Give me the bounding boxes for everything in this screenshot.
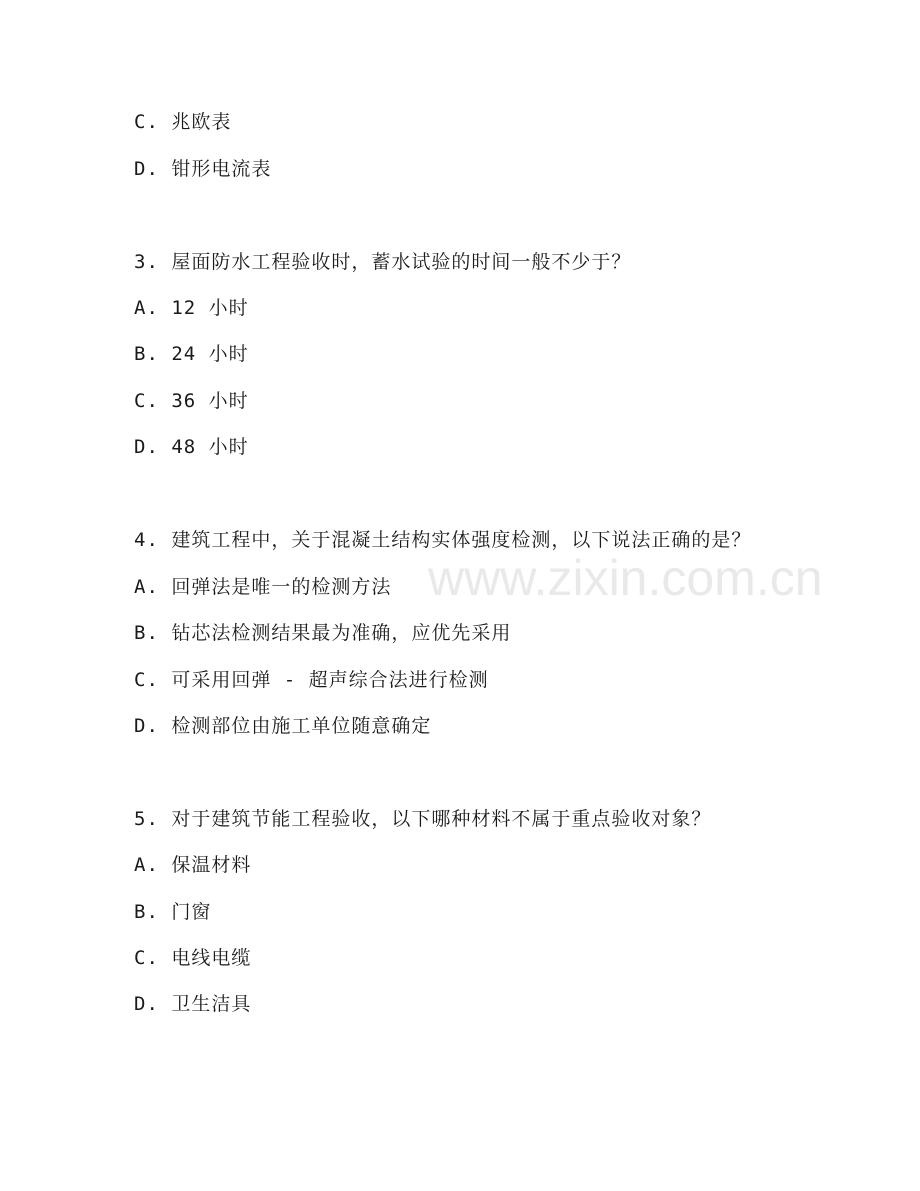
- option-q5-d: D. 卫生洁具: [134, 993, 252, 1015]
- option-q3-a: A. 12 小时: [134, 297, 249, 319]
- option-q4-d: D. 检测部位由施工单位随意确定: [134, 715, 432, 737]
- question-3: 3. 屋面防水工程验收时，蓄水试验的时间一般不少于？: [134, 251, 632, 273]
- option-q3-b: B. 24 小时: [134, 343, 249, 365]
- option-q4-c: C. 可采用回弹 - 超声综合法进行检测: [134, 669, 489, 691]
- option-q2-c: C. 兆欧表: [134, 111, 232, 133]
- option-q3-c: C. 36 小时: [134, 390, 249, 412]
- option-q4-b: B. 钻芯法检测结果最为准确，应优先采用: [134, 622, 512, 644]
- option-q3-d: D. 48 小时: [134, 436, 249, 458]
- watermark: www.zixin.com.cn: [428, 550, 823, 606]
- option-q5-a: A. 保温材料: [134, 854, 252, 876]
- option-q4-a: A. 回弹法是唯一的检测方法: [134, 576, 392, 598]
- question-4: 4. 建筑工程中，关于混凝土结构实体强度检测，以下说法正确的是？: [134, 529, 752, 551]
- option-q5-c: C. 电线电缆: [134, 947, 252, 969]
- option-q2-d: D. 钳形电流表: [134, 158, 272, 180]
- option-q5-b: B. 门窗: [134, 901, 212, 923]
- question-5: 5. 对于建筑节能工程验收，以下哪种材料不属于重点验收对象？: [134, 808, 712, 830]
